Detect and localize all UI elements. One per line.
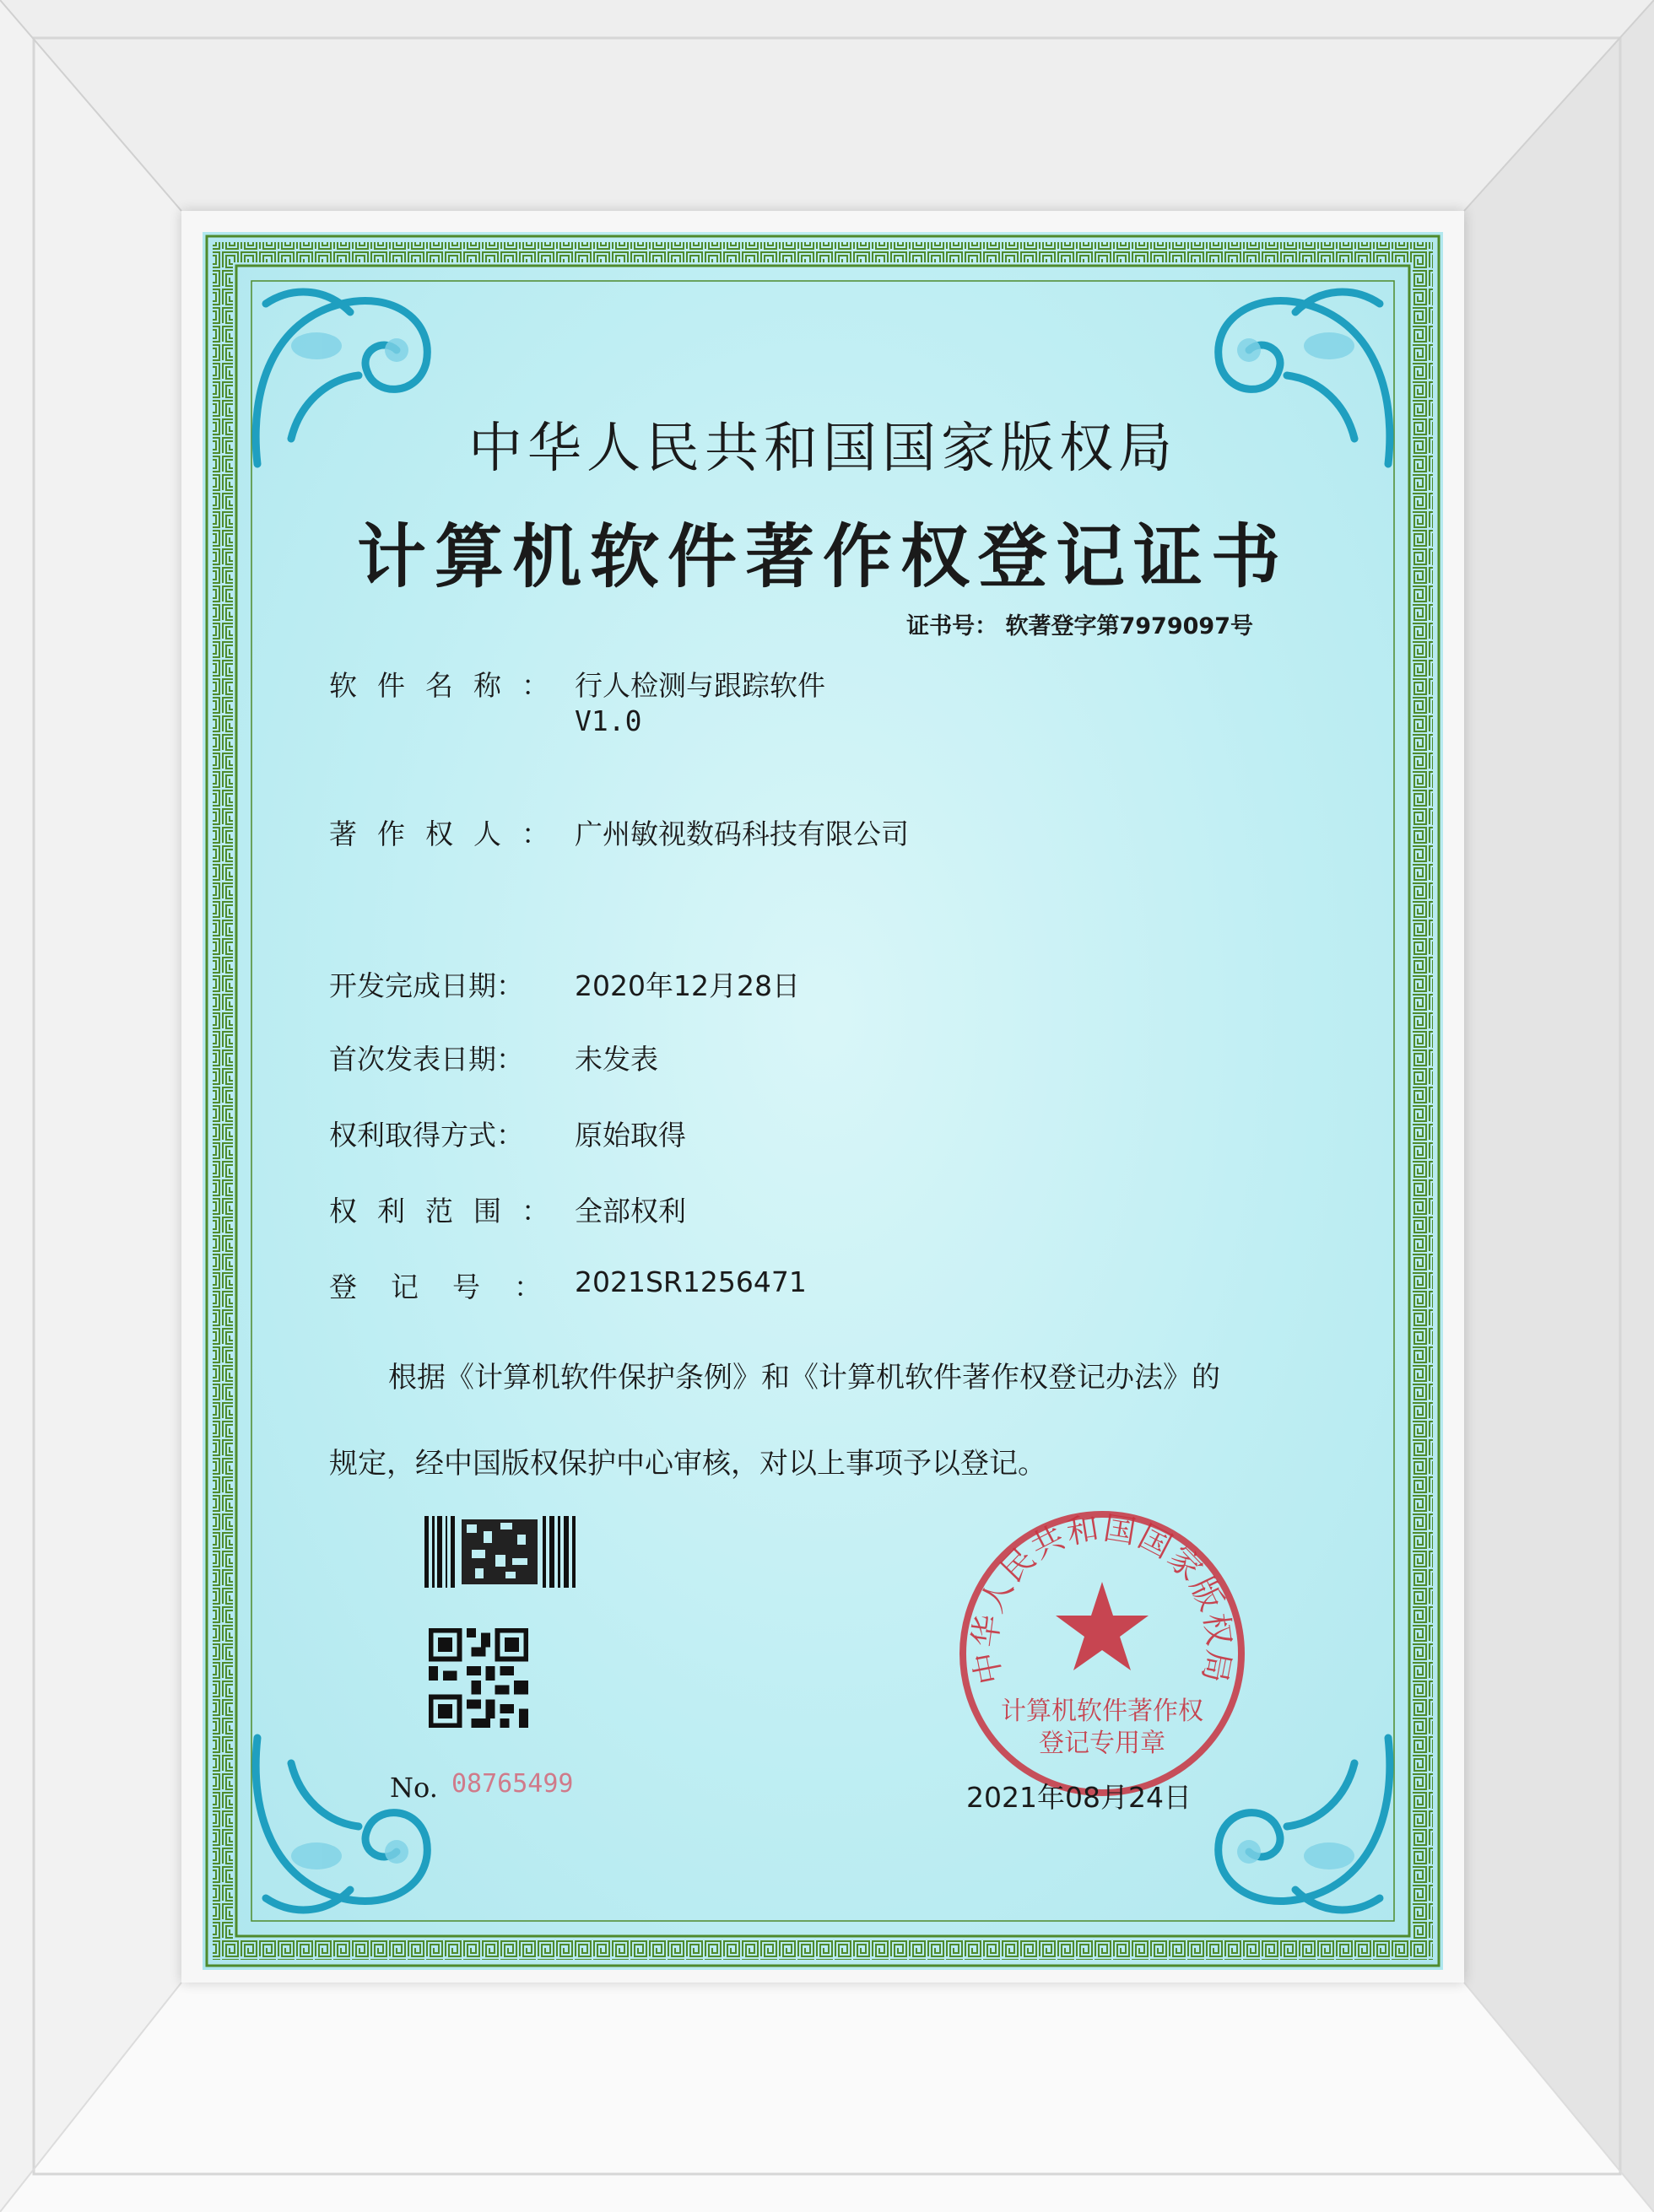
barcode: [424, 1516, 576, 1588]
field-label-copyright-owner: 著作权人：: [329, 817, 570, 850]
qr-code: [429, 1628, 528, 1728]
issuer-title: 中华人民共和国国家版权局: [468, 418, 1177, 480]
certificate-border: [203, 232, 1443, 1970]
certificate-title: 计算机软件著作权登记证书: [356, 516, 1289, 597]
statement-line-1: 根据《计算机软件保护条例》和《计算机软件著作权登记办法》的: [388, 1361, 1220, 1395]
field-label-rights-scope: 权利范围：: [329, 1195, 570, 1227]
seal-inner-line-1: 计算机软件著作权: [1001, 1697, 1203, 1726]
serial-number-value: 08765499: [451, 1769, 574, 1799]
field-value-software-name: 行人检测与跟踪软件: [575, 669, 825, 702]
field-label-acquisition-method: 权利取得方式：: [329, 1119, 524, 1152]
field-value-acquisition-method: 原始取得: [575, 1119, 686, 1152]
official-seal: [950, 1502, 1254, 1805]
field-value-registration-no: 2021SR1256471: [575, 1265, 807, 1298]
field-label-completion-date: 开发完成日期：: [329, 969, 524, 1002]
statement-line-2: 规定，经中国版权保护中心审核，对以上事项予以登记。: [329, 1447, 1046, 1481]
issue-date: 2021年08月24日: [966, 1781, 1192, 1814]
seal-ring-text: 中华人民共和国国家版权局: [965, 1508, 1239, 1688]
certificate-number-value: 软著登字第7979097号: [1005, 613, 1253, 639]
field-value-software-version: V1.0: [575, 704, 642, 737]
field-value-rights-scope: 全部权利: [575, 1195, 686, 1227]
seal-inner-line-2: 登记专用章: [1039, 1729, 1165, 1758]
serial-number-label: No.: [390, 1772, 438, 1804]
corner-ornament-bottom-left: [241, 1713, 494, 1932]
field-label-software-name: 软件名称：: [329, 669, 570, 702]
field-value-first-publish-date: 未发表: [575, 1043, 658, 1076]
field-label-first-publish-date: 首次发表日期：: [329, 1043, 524, 1076]
field-value-completion-date: 2020年12月28日: [575, 969, 800, 1002]
certificate-number-label: 证书号：: [906, 613, 998, 639]
certificate-number: [906, 607, 1253, 640]
field-value-copyright-owner: 广州敏视数码科技有限公司: [575, 817, 909, 850]
field-label-registration-no: 登记号：: [329, 1271, 576, 1303]
certificate: [203, 232, 1443, 1970]
